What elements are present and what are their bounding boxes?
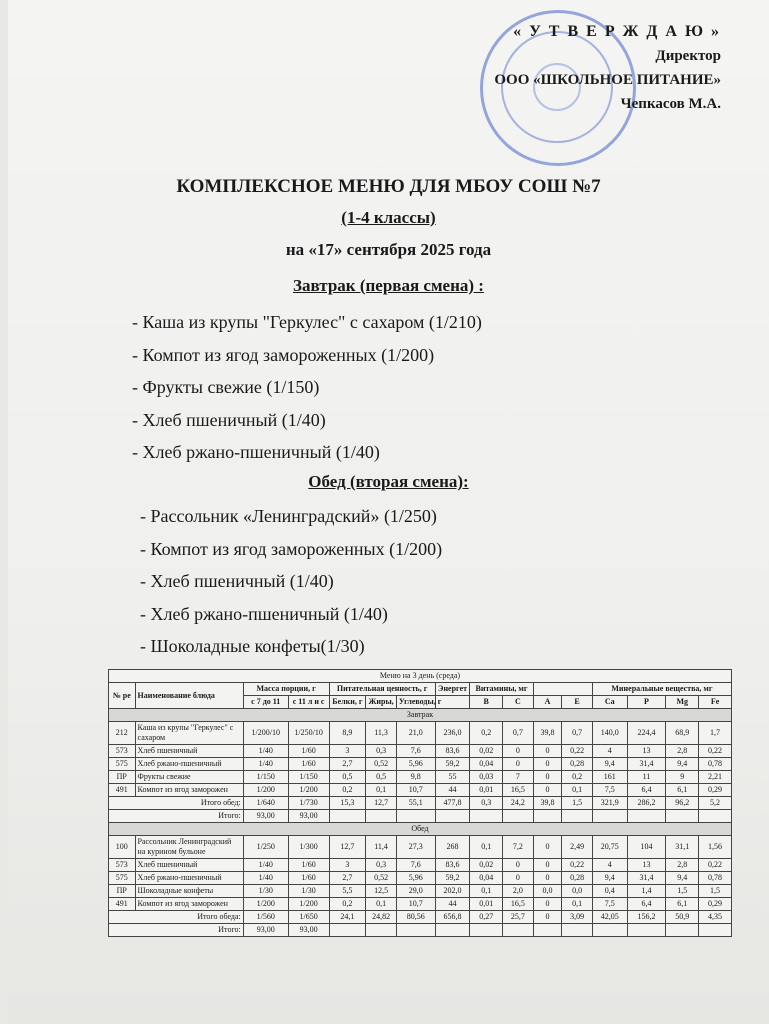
dish-name-cell: Компот из ягод заморожен — [135, 784, 243, 797]
table-cell: 11,4 — [366, 836, 397, 859]
table-cell: 1/200 — [243, 784, 288, 797]
list-item: - Компот из ягод замороженных (1/200) — [132, 344, 435, 365]
total-row — [109, 797, 732, 810]
dish-name-cell: Хлеб пшеничный — [135, 859, 243, 872]
table-cell: 11,3 — [366, 722, 397, 745]
table-cell: 5,96 — [396, 758, 435, 771]
total-cell: 3,09 — [562, 911, 593, 924]
total-label: Итого: — [109, 810, 244, 823]
header-protein: Белки, г — [329, 696, 366, 709]
table-cell: 7,6 — [396, 745, 435, 758]
table-cell: 0,04 — [470, 872, 503, 885]
table-cell: 7,6 — [396, 859, 435, 872]
table-cell: 0,22 — [562, 859, 593, 872]
approval-heading: « У Т В Е Р Ж Д А Ю » — [513, 23, 721, 40]
table-caption: Меню на 3 день (среда) — [109, 670, 732, 683]
table-cell: 224,4 — [627, 722, 666, 745]
table-cell: 0 — [503, 859, 534, 872]
table-cell: 1/200 — [288, 898, 329, 911]
table-row — [109, 872, 732, 885]
header-vit-e: E — [562, 696, 593, 709]
table-row — [109, 898, 732, 911]
table-cell: 16,5 — [503, 898, 534, 911]
table-cell: 0 — [533, 898, 562, 911]
table-cell: 0,01 — [470, 898, 503, 911]
table-cell: 1/40 — [243, 745, 288, 758]
table-row — [109, 722, 732, 745]
table-cell: 0,01 — [470, 784, 503, 797]
table-row — [109, 859, 732, 872]
document-title: КОМПЛЕКСНОЕ МЕНЮ ДЛЯ МБОУ СОШ №7 — [176, 176, 601, 197]
table-cell: 0,78 — [699, 758, 732, 771]
table-cell: 59,2 — [435, 758, 470, 771]
list-item: - Хлеб пшеничный (1/40) — [140, 571, 334, 591]
header-mass: Масса порции, г — [243, 683, 329, 696]
table-cell: 0,3 — [366, 859, 397, 872]
table-row — [109, 784, 732, 797]
table-cell: 575 — [109, 872, 136, 885]
table-cell: 0,5 — [329, 771, 366, 784]
table-cell: 2,8 — [666, 859, 699, 872]
table-cell: 7,5 — [592, 898, 627, 911]
table-cell: ПР — [109, 771, 136, 784]
header-vit-b: B — [470, 696, 503, 709]
table-cell: 573 — [109, 745, 136, 758]
table-cell: 573 — [109, 859, 136, 872]
table-cell: 5,5 — [329, 885, 366, 898]
breakfast-heading: Завтрак (первая смена) : — [293, 276, 484, 295]
table-cell: 7,5 — [592, 784, 627, 797]
table-cell: 268 — [435, 836, 470, 859]
total-label: Итого обеда: — [109, 911, 244, 924]
table-cell: 161 — [592, 771, 627, 784]
table-cell: 0,03 — [470, 771, 503, 784]
table-cell: 7 — [503, 771, 534, 784]
table-cell: 0 — [533, 758, 562, 771]
table-cell: 100 — [109, 836, 136, 859]
table-cell: 6,1 — [666, 898, 699, 911]
table-cell: 0,2 — [470, 722, 503, 745]
table-cell: 1/60 — [288, 758, 329, 771]
table-cell: 13 — [627, 745, 666, 758]
list-item: - Компот из ягод замороженных (1/200) — [140, 538, 443, 559]
header-num: № ре — [109, 683, 136, 709]
table-cell: 0,0 — [562, 885, 593, 898]
table-cell: 1/30 — [243, 885, 288, 898]
list-item: - Каша из крупы "Геркулес" с сахаром (1/210) — [132, 312, 482, 332]
table-cell: 9,8 — [396, 771, 435, 784]
table-cell: 2,7 — [329, 758, 366, 771]
table-cell: 1/200 — [288, 784, 329, 797]
table-cell: 0,3 — [366, 745, 397, 758]
table-cell: 0,2 — [329, 898, 366, 911]
table-cell: 0 — [533, 836, 562, 859]
table-cell: 83,6 — [435, 745, 470, 758]
table-cell: 11 — [627, 771, 666, 784]
approval-position: Директор — [655, 48, 721, 64]
total-cell: 0 — [533, 911, 562, 924]
table-cell: 0 — [503, 745, 534, 758]
total-cell: 1/640 — [243, 797, 288, 810]
total-cell: 39,8 — [533, 797, 562, 810]
total-cell: 55,1 — [396, 797, 435, 810]
table-cell: 0,5 — [366, 771, 397, 784]
header-vit-c: C — [503, 696, 534, 709]
table-cell: 20,75 — [592, 836, 627, 859]
table-cell: 5,96 — [396, 872, 435, 885]
table-cell: 0,22 — [562, 745, 593, 758]
table-cell: 1/200/10 — [243, 722, 288, 745]
table-cell: 12,5 — [366, 885, 397, 898]
table-cell: 0,22 — [699, 745, 732, 758]
dish-name-cell: Рассольник Ленинградский на курином бульоне — [135, 836, 243, 859]
total-cell: 25,7 — [503, 911, 534, 924]
table-cell: 0 — [503, 758, 534, 771]
table-cell: 0,4 — [592, 885, 627, 898]
table-cell: 21,0 — [396, 722, 435, 745]
table-cell: 104 — [627, 836, 666, 859]
total-cell: 24,2 — [503, 797, 534, 810]
table-cell: 7,2 — [503, 836, 534, 859]
table-cell: 4 — [592, 859, 627, 872]
table-cell: 1,5 — [699, 885, 732, 898]
table-cell: 0 — [533, 745, 562, 758]
list-item: - Шоколадные конфеты(1/30) — [140, 636, 365, 656]
total-cell: 93,00 — [288, 924, 329, 937]
table-cell: 0,52 — [366, 758, 397, 771]
table-cell: 140,0 — [592, 722, 627, 745]
table-cell: 0 — [533, 784, 562, 797]
dish-name-cell: Шоколадные конфеты — [135, 885, 243, 898]
approval-company: ООО «ШКОЛЬНОЕ ПИТАНИЕ» — [494, 72, 721, 88]
table-cell: 1/40 — [243, 758, 288, 771]
table-cell: ПР — [109, 885, 136, 898]
table-cell: 1/40 — [243, 872, 288, 885]
header-vit-a: A — [533, 696, 562, 709]
dish-name-cell: Хлеб ржано-пшеничный — [135, 872, 243, 885]
document-page — [8, 0, 769, 1024]
table-cell: 68,9 — [666, 722, 699, 745]
section-header: Обед — [109, 823, 732, 836]
table-cell: 0,28 — [562, 758, 593, 771]
header-nutrition: Питательная ценность, г — [329, 683, 435, 696]
table-cell: 0,1 — [562, 898, 593, 911]
total-cell: 93,00 — [243, 810, 288, 823]
table-cell: 0,1 — [366, 784, 397, 797]
table-cell: 0,22 — [699, 859, 732, 872]
total-row — [109, 810, 732, 823]
table-cell: 491 — [109, 898, 136, 911]
header-name: Наименование блюда — [135, 683, 243, 709]
list-item: - Хлеб пшеничный (1/40) — [132, 409, 326, 430]
total-cell: 93,00 — [243, 924, 288, 937]
table-row — [109, 836, 732, 859]
dish-name-cell: Хлеб пшеничный — [135, 745, 243, 758]
table-cell: 0,1 — [470, 885, 503, 898]
table-cell: 1/300 — [288, 836, 329, 859]
approval-signatory: Чепкасов М.А. — [620, 96, 721, 112]
table-cell: 1/30 — [288, 885, 329, 898]
date-line: на «17» сентября 2025 года — [285, 240, 492, 259]
total-cell: 93,00 — [288, 810, 329, 823]
table-cell: 16,5 — [503, 784, 534, 797]
table-cell: 39,8 — [533, 722, 562, 745]
table-cell: 83,6 — [435, 859, 470, 872]
header-carbs: Углеводы, г — [396, 696, 435, 709]
table-cell: 27,3 — [396, 836, 435, 859]
table-cell: 6,4 — [627, 898, 666, 911]
table-cell: 2,7 — [329, 872, 366, 885]
table-cell: 8,9 — [329, 722, 366, 745]
dish-name-cell: Хлеб ржано-пшеничный — [135, 758, 243, 771]
total-cell: 24,1 — [329, 911, 366, 924]
table-cell: 0,0 — [533, 885, 562, 898]
lunch-list — [140, 500, 442, 663]
breakfast-list — [132, 306, 482, 469]
table-cell: 12,7 — [329, 836, 366, 859]
table-cell: 6,4 — [627, 784, 666, 797]
table-cell: 9,4 — [666, 758, 699, 771]
table-cell: 0,04 — [470, 758, 503, 771]
table-row — [109, 885, 732, 898]
table-cell: 3 — [329, 859, 366, 872]
table-cell: 1/60 — [288, 872, 329, 885]
table-cell: 31,1 — [666, 836, 699, 859]
header-vitamins: Витамины, мг — [470, 683, 533, 696]
table-cell: 0 — [533, 771, 562, 784]
table-cell: 2,49 — [562, 836, 593, 859]
total-cell: 286,2 — [627, 797, 666, 810]
table-cell: 0,1 — [366, 898, 397, 911]
section-header: Завтрак — [109, 709, 732, 722]
table-cell: 0,1 — [562, 784, 593, 797]
table-cell: 31,4 — [627, 758, 666, 771]
table-cell: 236,0 — [435, 722, 470, 745]
table-cell: 1/150 — [288, 771, 329, 784]
total-cell: 24,82 — [366, 911, 397, 924]
table-cell: 2,8 — [666, 745, 699, 758]
table-cell: 9,4 — [592, 758, 627, 771]
dish-name-cell: Фрукты свежие — [135, 771, 243, 784]
nutrition-table-wrapper — [108, 669, 732, 937]
total-cell: 12,7 — [366, 797, 397, 810]
table-row — [109, 771, 732, 784]
table-cell: 9 — [666, 771, 699, 784]
table-cell: 9,4 — [666, 872, 699, 885]
header-mass-a: с 7 до 11 — [243, 696, 288, 709]
table-cell: 59,2 — [435, 872, 470, 885]
table-cell: 0,28 — [562, 872, 593, 885]
table-cell: 0,29 — [699, 898, 732, 911]
dish-name-cell: Каша из крупы "Геркулес" с сахаром — [135, 722, 243, 745]
lunch-heading: Обед (вторая смена): — [308, 472, 469, 491]
header-ca: Ca — [592, 696, 627, 709]
table-cell: 1/250 — [243, 836, 288, 859]
table-cell: 9,4 — [592, 872, 627, 885]
table-cell: 31,4 — [627, 872, 666, 885]
table-cell: 0,52 — [366, 872, 397, 885]
grades-subtitle: (1-4 классы) — [341, 208, 436, 227]
table-cell: 0,7 — [503, 722, 534, 745]
total-cell: 5,2 — [699, 797, 732, 810]
table-cell: 491 — [109, 784, 136, 797]
table-cell: 13 — [627, 859, 666, 872]
header-energy: Энергет — [435, 683, 470, 696]
total-cell: 50,9 — [666, 911, 699, 924]
table-cell: 0,02 — [470, 745, 503, 758]
table-cell: 2,0 — [503, 885, 534, 898]
approval-block — [421, 20, 721, 116]
table-cell: 2,21 — [699, 771, 732, 784]
header-mass-b: с 11 л и с — [288, 696, 329, 709]
table-cell: 0,78 — [699, 872, 732, 885]
total-cell: 42,05 — [592, 911, 627, 924]
table-cell: 202,0 — [435, 885, 470, 898]
table-cell: 10,7 — [396, 784, 435, 797]
table-cell: 0 — [503, 872, 534, 885]
table-cell: 55 — [435, 771, 470, 784]
header-fe: Fe — [699, 696, 732, 709]
total-row — [109, 924, 732, 937]
table-cell: 1/250/10 — [288, 722, 329, 745]
header-p: P — [627, 696, 666, 709]
table-cell: 44 — [435, 784, 470, 797]
table-cell: 29,0 — [396, 885, 435, 898]
table-cell: 1,4 — [627, 885, 666, 898]
table-cell: 1/60 — [288, 745, 329, 758]
header-fat: Жиры, — [366, 696, 397, 709]
table-cell: 1/60 — [288, 859, 329, 872]
total-cell: 80,56 — [396, 911, 435, 924]
table-row — [109, 745, 732, 758]
total-cell: 1/650 — [288, 911, 329, 924]
total-cell: 156,2 — [627, 911, 666, 924]
total-cell: 321,9 — [592, 797, 627, 810]
table-cell: 4 — [592, 745, 627, 758]
table-cell: 0,2 — [329, 784, 366, 797]
total-cell: 1,5 — [562, 797, 593, 810]
list-item: - Хлеб ржано-пшеничный (1/40) — [140, 603, 388, 624]
table-cell: 0 — [533, 872, 562, 885]
table-cell: 1,56 — [699, 836, 732, 859]
total-label: Итого обед: — [109, 797, 244, 810]
table-row — [109, 758, 732, 771]
total-cell: 656,8 — [435, 911, 470, 924]
table-cell: 0,29 — [699, 784, 732, 797]
total-cell: 0,3 — [470, 797, 503, 810]
table-cell: 1/200 — [243, 898, 288, 911]
table-cell: 575 — [109, 758, 136, 771]
total-cell: 0,27 — [470, 911, 503, 924]
header-minerals: Минеральные вещества, мг — [592, 683, 731, 696]
total-label: Итого: — [109, 924, 244, 937]
total-cell: 1/560 — [243, 911, 288, 924]
dish-name-cell: Компот из ягод заморожен — [135, 898, 243, 911]
total-cell: 15,3 — [329, 797, 366, 810]
table-cell: 1,7 — [699, 722, 732, 745]
table-cell: 3 — [329, 745, 366, 758]
table-cell: 6,1 — [666, 784, 699, 797]
table-cell: 0,7 — [562, 722, 593, 745]
list-item: - Хлеб ржано-пшеничный (1/40) — [132, 442, 380, 462]
table-cell: 0 — [533, 859, 562, 872]
table-cell: 10,7 — [396, 898, 435, 911]
table-cell: 1/150 — [243, 771, 288, 784]
table-cell: 0,1 — [470, 836, 503, 859]
total-cell: 4,35 — [699, 911, 732, 924]
table-cell: 1,5 — [666, 885, 699, 898]
table-cell: 1/40 — [243, 859, 288, 872]
total-cell: 96,2 — [666, 797, 699, 810]
table-cell: 0,2 — [562, 771, 593, 784]
total-cell: 477,8 — [435, 797, 470, 810]
table-cell: 0,02 — [470, 859, 503, 872]
table-cell: 212 — [109, 722, 136, 745]
total-row — [109, 911, 732, 924]
header-mg: Mg — [666, 696, 699, 709]
list-item: - Рассольник «Ленинградский» (1/250) — [140, 506, 437, 526]
nutrition-table — [108, 669, 732, 937]
table-cell: 44 — [435, 898, 470, 911]
list-item: - Фрукты свежие (1/150) — [132, 377, 320, 397]
total-cell: 1/730 — [288, 797, 329, 810]
